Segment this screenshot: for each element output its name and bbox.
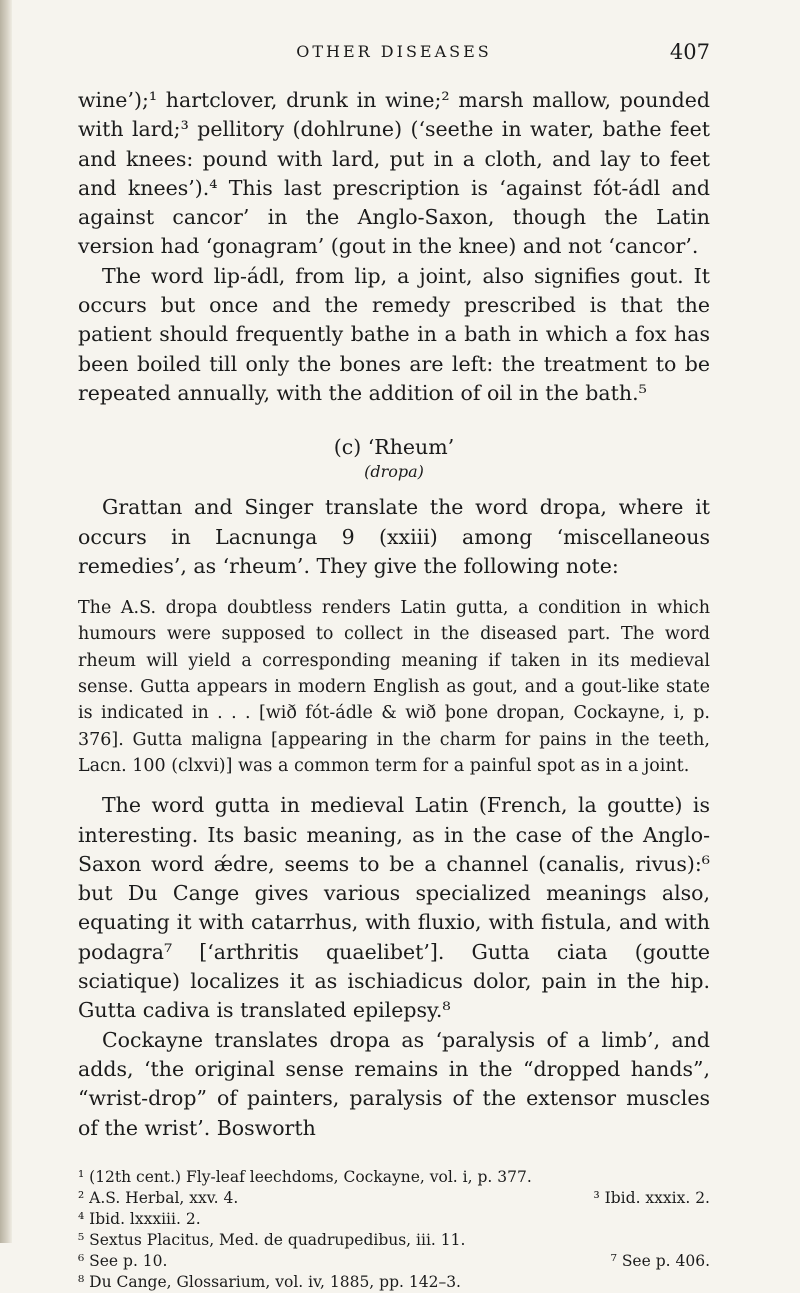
page-number: 407 <box>669 40 710 64</box>
footnote-6: ⁶ See p. 10. <box>78 1251 168 1270</box>
paragraph-5: Cockayne translates dropa as ‘paralysis of a limb’, and adds, ‘the original sense remains in the “dropped hands”, “wrist-drop” of painters, paralysis of the extensor muscles of the wrist’. Bosworth <box>78 1027 710 1140</box>
footnote-7: ⁷ See p. 406. <box>610 1251 710 1270</box>
footnote-4: ⁴ Ibid. lxxxiii. 2. <box>78 1209 201 1228</box>
section-heading <box>78 434 710 483</box>
footnote-2: ² A.S. Herbal, xxv. 4. <box>78 1188 239 1207</box>
running-title: OTHER DISEASES <box>296 42 492 61</box>
footnotes <box>78 1167 710 1293</box>
footnote-row <box>78 1251 710 1272</box>
paragraph-3: Grattan and Singer translate the word dropa, where it occurs in Lacnunga 9 (xxiii) among ‘miscellaneous remedies’, as ‘rheum’. They give the following note: <box>78 495 710 578</box>
footnote-8: ⁸ Du Cange, Glossarium, vol. iv, 1885, pp. 142–3. <box>78 1272 461 1291</box>
footnote-row <box>78 1188 710 1209</box>
block-quote: The A.S. dropa doubtless renders Latin gutta, a condition in which humours were supposed to collect in the diseased part. The word rheum will yield a corresponding meaning if taken in its medieval sense. Gutta appears in modern English as gout, and a gout-like state is indicated in . . . [wið fót-ádle & wið þone dropan, Cockayne, i, p. 376]. Gutta maligna [appearing in the charm for pains in the teeth, Lacn. 100 (clxvi)] was a common term for a painful spot as in a joint. <box>78 598 710 776</box>
footnote-5: ⁵ Sextus Placitus, Med. de quadrupedibus, iii. 11. <box>78 1230 466 1249</box>
book-page <box>78 42 710 1293</box>
page-binding-shadow <box>0 0 12 1243</box>
paragraph-2: The word lip-ádl, from lip, a joint, also signifies gout. It occurs but once and the remedy prescribed is that the patient should frequently bathe in a bath in which a fox has been boiled till only the bones are left: the treatment to be repeated annually, with the addition of oil in the bath.⁵ <box>78 263 710 405</box>
section-subtitle: (dropa) <box>364 462 424 482</box>
footnote-1: ¹ (12th cent.) Fly-leaf leechdoms, Cockayne, vol. i, p. 377. <box>78 1167 532 1186</box>
paragraph-4: The word gutta in medieval Latin (French, la goutte) is interesting. Its basic meaning, as in the case of the Anglo-Saxon word ǽdre, seems to be a channel (canalis, rivus):⁶ but Du Cange gives various specialized meanings also, equating it with catarrhus, with fluxio, with fistula, and with podagra⁷ [‘arthritis quaelibet’]. Gutta ciata (goutte sciatique) localizes it as ischiadicus dolor, pain in the hip. Gutta cadiva is translated epilepsy.⁸ <box>78 793 710 1023</box>
section-title: (c) ‘Rheum’ <box>333 435 455 460</box>
footnote-3: ³ Ibid. xxxix. 2. <box>593 1188 710 1207</box>
paragraph-1: wine’);¹ hartclover, drunk in wine;² marsh mallow, pounded with lard;³ pellitory (dohlrune) (‘seethe in water, bathe feet and knees: pound with lard, put in a cloth, and lay to feet and knees’).⁴ This last prescription is ‘against fót-ádl and against cancor’ in the Anglo-Saxon, though the Latin version had ‘gonagram’ (gout in the knee) and not ‘cancor’. <box>78 88 710 259</box>
running-head <box>78 42 710 72</box>
